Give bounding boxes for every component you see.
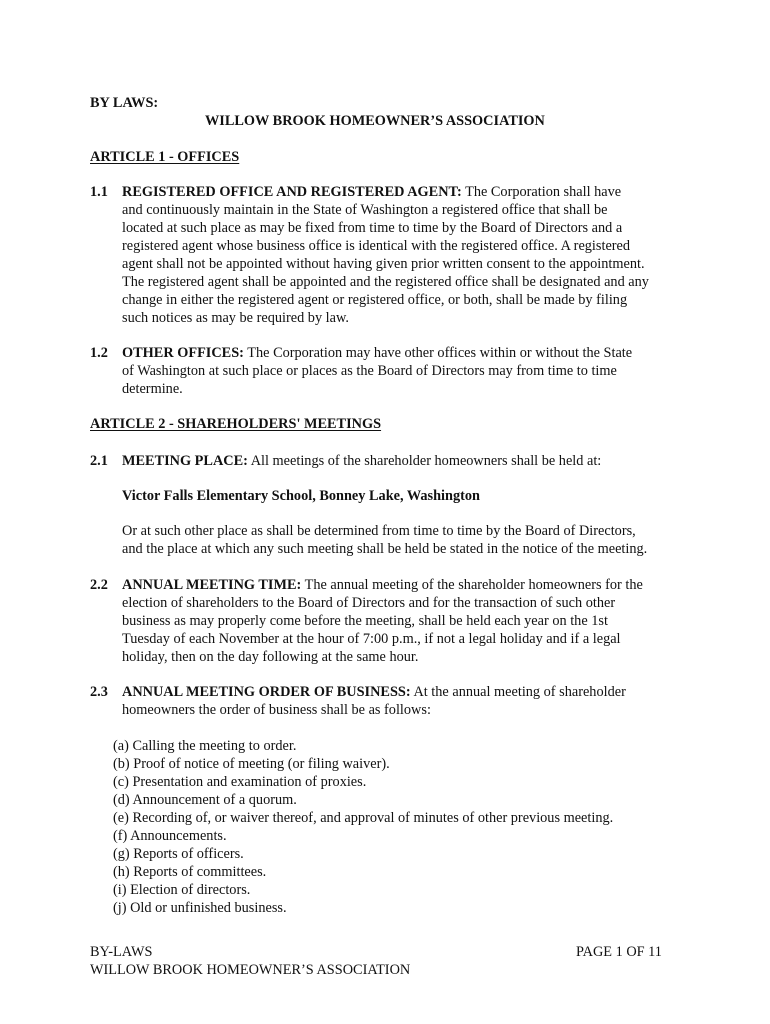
list-item: (f) Announcements. (113, 828, 227, 844)
section-text-line: business as may properly come before the meeting, shall be held each year on the 1st (122, 613, 608, 629)
article-1-title: ARTICLE 1 - OFFICES (90, 149, 240, 165)
list-item: (e) Recording of, or waiver thereof, and approval of minutes of other previous meeting. (113, 810, 614, 826)
section-text-line: Tuesday of each November at the hour of 7:00 p.m., if not a legal holiday and if a legal (122, 631, 621, 647)
article-2-title: ARTICLE 2 - SHAREHOLDERS' MEETINGS (90, 416, 382, 432)
list-item: (g) Reports of officers. (113, 846, 244, 862)
list-item: (c) Presentation and examination of proxies. (113, 774, 367, 790)
section-text: The annual meeting of the shareholder homeowners for the (304, 577, 643, 593)
section-1-1-first-line (122, 183, 621, 201)
section-text-line: determine. (122, 381, 183, 397)
footer-bylaws-label: BY-LAWS (90, 944, 153, 960)
page-number: PAGE 1 OF 11 (576, 944, 662, 960)
section-text-line: and continuously maintain in the State of Washington a registered office that shall be (122, 202, 608, 218)
section-text-line: agent shall not be appointed without having given prior written consent to the appointment. (122, 256, 645, 272)
section-heading: REGISTERED OFFICE AND REGISTERED AGENT: (122, 184, 462, 200)
list-item: (b) Proof of notice of meeting (or filing waiver). (113, 756, 390, 772)
list-item: (h) Reports of committees. (113, 864, 267, 880)
section-2-3-first-line (122, 683, 626, 701)
list-item: (i) Election of directors. (113, 882, 251, 898)
section-number: 2.2 (90, 577, 108, 593)
section-number: 1.1 (90, 184, 108, 200)
association-title: WILLOW BROOK HOMEOWNER’S ASSOCIATION (205, 113, 545, 129)
section-text: The Corporation shall have (465, 184, 622, 200)
list-item: (a) Calling the meeting to order. (113, 738, 297, 754)
section-number: 2.3 (90, 684, 108, 700)
section-heading: OTHER OFFICES: (122, 345, 244, 361)
section-text-line: election of shareholders to the Board of Directors and for the transaction of such other (122, 595, 616, 611)
section-text-line: The registered agent shall be appointed and the registered office shall be designated and any (122, 274, 649, 290)
section-text-line: and the place at which any such meeting shall be held be stated in the notice of the meeting. (122, 541, 648, 557)
section-text-line: of Washington at such place or places as the Board of Directors may from time to time (122, 363, 617, 379)
section-text-line: holiday, then on the day following at the same hour. (122, 649, 419, 665)
section-heading: ANNUAL MEETING ORDER OF BUSINESS: (122, 684, 411, 700)
section-text-line: registered agent whose business office is identical with the registered office. A registered (122, 238, 631, 254)
section-text-line: homeowners the order of business shall be as follows: (122, 702, 431, 718)
section-text-line: change in either the registered agent or registered office, or both, shall be made by filing (122, 292, 628, 308)
section-text: The Corporation may have other offices within or without the State (247, 345, 633, 361)
section-text-line: Or at such other place as shall be determined from time to time by the Board of Directors, (122, 523, 636, 539)
bylaws-label: BY LAWS: (90, 95, 159, 111)
section-number: 2.1 (90, 453, 108, 469)
section-text: At the annual meeting of shareholder (413, 684, 626, 700)
section-text-line: such notices as may be required by law. (122, 310, 349, 326)
section-2-2-first-line (122, 576, 643, 594)
list-item: (d) Announcement of a quorum. (113, 792, 297, 808)
section-1-2-first-line (122, 344, 632, 362)
footer-association-name: WILLOW BROOK HOMEOWNER’S ASSOCIATION (90, 962, 411, 978)
section-heading: ANNUAL MEETING TIME: (122, 577, 302, 593)
list-item: (j) Old or unfinished business. (113, 900, 287, 916)
section-2-1-first-line (122, 452, 601, 470)
meeting-location: Victor Falls Elementary School, Bonney Lake, Washington (122, 488, 480, 504)
section-text: All meetings of the shareholder homeowners shall be held at: (250, 453, 602, 469)
section-heading: MEETING PLACE: (122, 453, 248, 469)
section-number: 1.2 (90, 345, 108, 361)
section-text-line: located at such place as may be fixed from time to time by the Board of Directors and a (122, 220, 623, 236)
